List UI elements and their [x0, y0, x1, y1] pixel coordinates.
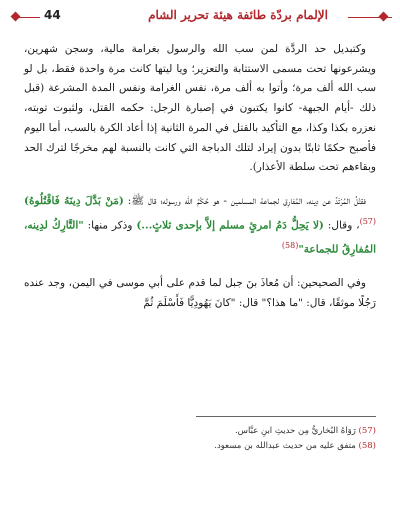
footnote-number: (57)	[358, 426, 376, 436]
page-header	[8, 6, 392, 28]
paragraph-text: وذكر منها:	[83, 219, 137, 232]
footnote-ref[interactable]: (58)	[281, 240, 299, 250]
paragraph-text: ، وقال:	[323, 219, 360, 232]
paragraph-text: فقتْلُ المُرْتَدِّ عن دِينه، المُفارِق لجماعة المسلمين - هو حُكْمُ الله ورسوله؛ قال ﷺ:	[123, 194, 366, 207]
footnote-text: متفق عليه من حديث عبدالله بن مسعود.	[214, 441, 356, 451]
page-number: 44	[44, 8, 61, 22]
diamond-ornament-icon	[11, 12, 21, 22]
footnote-number: (58)	[358, 441, 376, 451]
paragraph: وكتبديل حد الردَّة لمن سب الله والرسول بغرامة مالية، وسجن شهرين، ويشرعونها تحت مسمى الاستتابة والتعزير؛ ويا ليتها كانت مرة واحدة فقط، بل لو سب الله ألف مرة؛ وأتوا به ألف مرة، نفس الغرامة ونفس المدة المشرعة (قبل ذلك -أيام الجبهة- كانوا يكتبون في إصبارة الرجل: حكمه القتل، ولثبوت توبته، نعزره بكذا وكذا، مع التأكيد بالقتل في المرة الثانية إذا أعاد الكرة بالسب، أما اليوم فأصبح حكمًا ثابتًا بدون إيراد لتلك الدباجة التي كانت بالنسبة لهم مخرجًا لترك الحد وبقاءهم تحت سلطة الأعذار).	[24, 43, 376, 174]
hadith-quote: (لا يَحِلُّ دَمُ امرئٍ مسلم إلاَّ بإحدى ثلاثٍ...)	[136, 219, 324, 232]
footnotes	[24, 424, 376, 454]
paragraph	[24, 192, 376, 260]
footnote-text: رَوَاهُ البُخاريُّ مِن حديثِ ابنِ عبَّاس.	[234, 426, 356, 436]
footnote-item	[24, 439, 376, 454]
page-body	[24, 40, 376, 327]
running-title: الإلمام بردّة طائفة هيئة تحرير الشام	[148, 8, 328, 22]
footnote-item	[24, 424, 376, 439]
hadith-quote: (مَنْ بَدَّلَ دِينَهُ فَاقْتُلُوهُ)	[24, 194, 124, 207]
hadith-quote: "التَّارِكُ لدِينه، المُفارِقُ للجماعة"	[24, 219, 376, 256]
footnote-separator	[196, 416, 376, 417]
diamond-ornament-icon	[379, 12, 389, 22]
paragraph: وفي الصحيحين: أن مُعاذَ بنَ جبل لما قدم على أبي موسى في اليمن، وجد عنده رَجُلًا موثقًا، قال: "ما هذا؟" قال: "كانَ يَهُودِيًّا فَأَسْلَمَ ثُمَّ	[24, 277, 376, 309]
footnote-ref[interactable]: (57)	[359, 216, 376, 226]
